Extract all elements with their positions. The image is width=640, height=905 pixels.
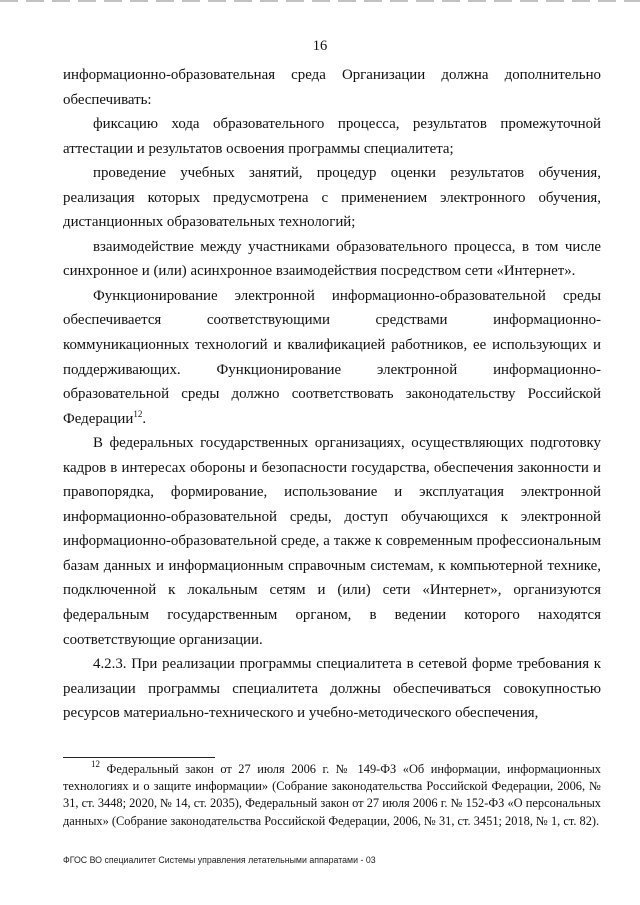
footnote-reference[interactable]: 12 — [133, 408, 143, 419]
page-footer: ФГОС ВО специалитет Системы управления летательными аппаратами - 03 — [63, 855, 376, 865]
paragraph: информационно-образовательная среда Организации должна дополнительно обеспечивать: — [63, 67, 601, 108]
footnote-separator — [63, 757, 215, 758]
footnote — [63, 761, 601, 830]
paragraph: 4.2.3. При реализации программы специалитета в сетевой форме требования к реализации программы специалитета должны обеспечиваться совокупностью ресурсов материально-технического и учебно-методического обеспечения, — [63, 656, 601, 722]
document-body — [63, 63, 601, 726]
paragraph-end: . — [142, 410, 147, 427]
paragraph — [63, 284, 601, 431]
paragraph-text: Функционирование электронной информационно-образовательной среды обеспечивается соответствующими средствами информационно-коммуникационных технологий и квалификацией работников, ее использующих и поддерживающих. Функционирование электронной информационно-образовательной среды должно соответствовать законодательству Российской Федерации — [63, 287, 601, 427]
paragraph: В федеральных государственных организациях, осуществляющих подготовку кадров в интересах обороны и безопасности государства, обеспечения законности и правопорядка, формирование, использование и эксплуатация электронной информационно-образовательной среды, доступ обучающихся к электронной информационно-образовательной среде, а также к современным профессиональным базам данных и информационным справочным системам, к компьютерной технике, подключенной к локальным сетям и (или) сети «Интернет», организуются федеральным государственным органом, в ведении которого находятся соответствующие организации. — [63, 435, 601, 648]
paragraph: проведение учебных занятий, процедур оценки результатов обучения, реализация которых предусмотрена с применением электронного обучения, дистанционных образовательных технологий; — [63, 165, 601, 231]
paragraph: взаимодействие между участниками образовательного процесса, в том числе синхронное и (или) асинхронное взаимодействия посредством сети «Интернет». — [63, 238, 601, 280]
paragraph: фиксацию хода образовательного процесса, результатов промежуточной аттестации и результатов освоения программы специалитета; — [63, 116, 601, 157]
page-number: 16 — [312, 38, 328, 54]
footnote-number: 12 — [91, 759, 100, 769]
scan-edge — [0, 0, 640, 2]
footnote-text: Федеральный закон от 27 июля 2006 г. № 149-ФЗ «Об информации, информационных технологиях и о защите информации» (Собрание законодательства Российской Федерации, 2006, № 31, ст. 3448; 2020, № 14, ст. 2035), Федеральный закон от 27 июля 2006 г. № 152-ФЗ «О персональных данных» (Собрание законодательства Российской Федерации, 2006, № 31, ст. 3451; 2018, № 1, ст. 82). — [63, 762, 601, 828]
